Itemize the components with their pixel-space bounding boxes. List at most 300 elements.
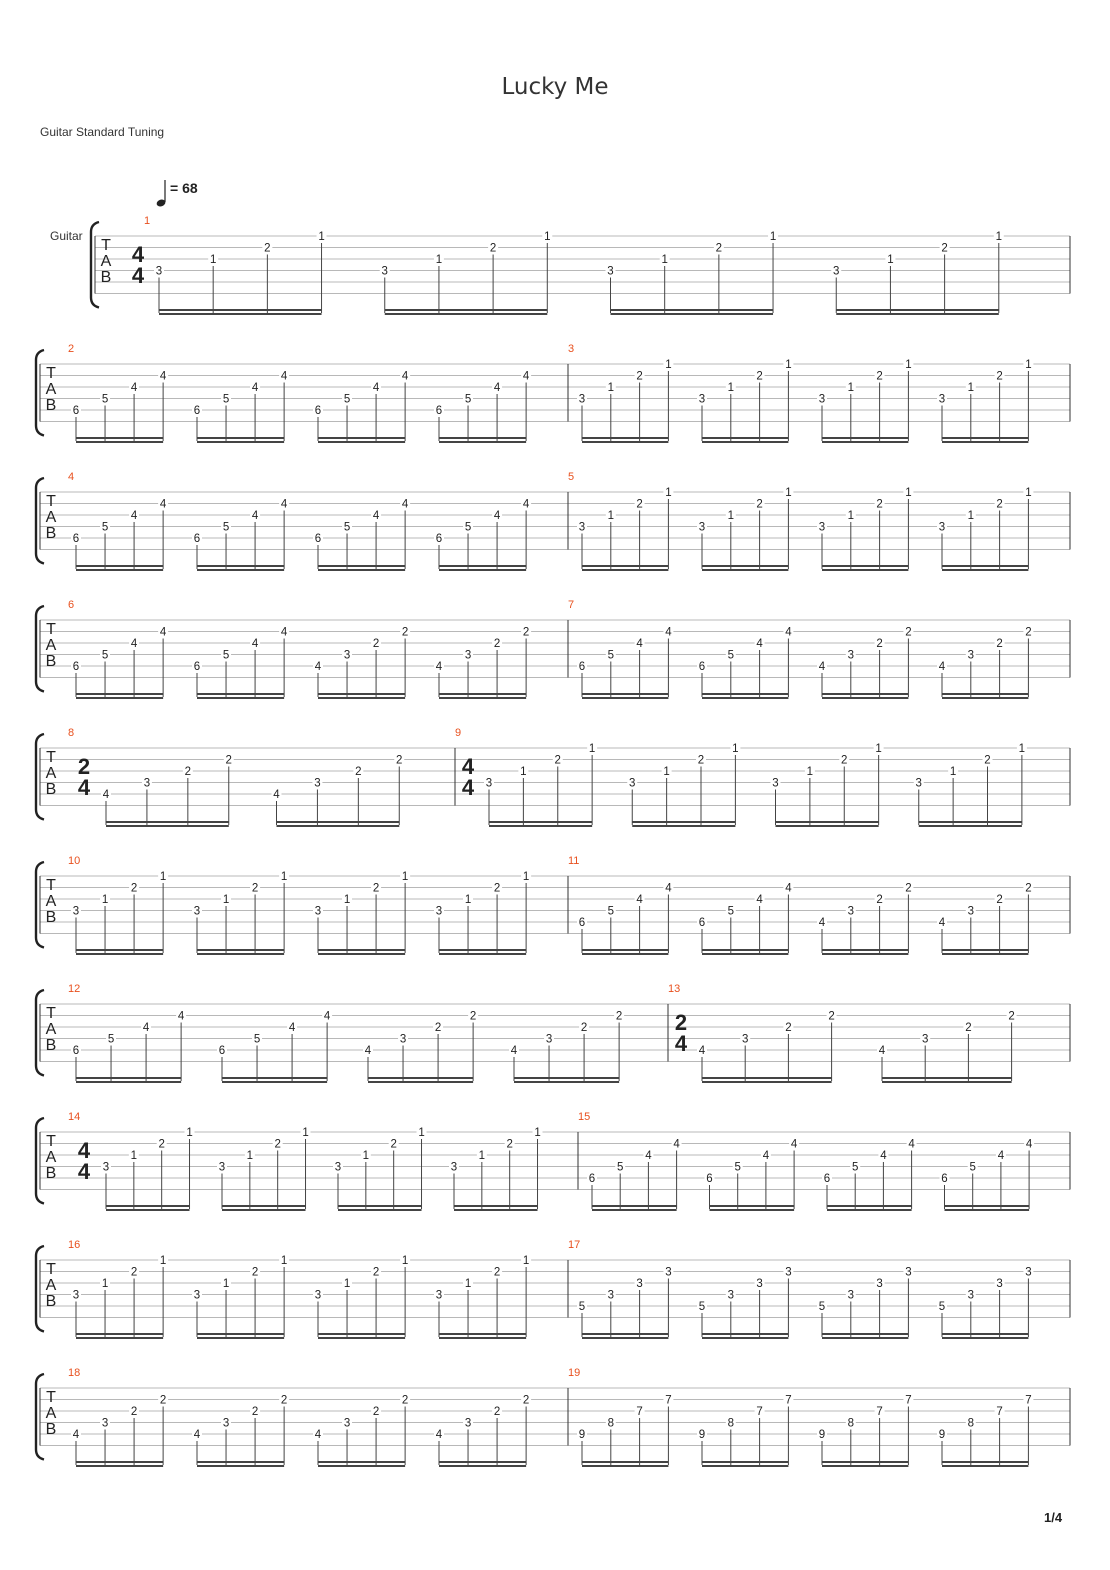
fret-number: 1 xyxy=(1025,359,1032,371)
beam xyxy=(822,569,908,571)
fret-number: 1 xyxy=(1025,487,1032,499)
page-number: 1/4 xyxy=(1044,1510,1063,1525)
fret-number: 4 xyxy=(645,1150,652,1162)
fret-number: 2 xyxy=(372,882,380,895)
fret-number: 2 xyxy=(372,1266,380,1279)
measure-number: 8 xyxy=(68,727,75,739)
tab-clef-letter: A xyxy=(45,637,57,654)
beam xyxy=(702,1333,788,1335)
fret-number: 3 xyxy=(607,1289,615,1302)
fret-number: 2 xyxy=(159,1394,167,1407)
beam xyxy=(702,693,788,695)
fret-number: 2 xyxy=(905,882,912,895)
fret-number: 1 xyxy=(280,1255,288,1267)
beam xyxy=(702,953,788,955)
beam xyxy=(582,949,668,951)
fret-number: 1 xyxy=(302,1127,309,1139)
fret-number: 4 xyxy=(102,789,110,801)
fret-number: 1 xyxy=(847,510,855,522)
fret-number: 1 xyxy=(949,766,957,778)
fret-number: 2 xyxy=(355,766,362,778)
beam xyxy=(611,313,774,315)
fret-number: 4 xyxy=(908,1138,915,1151)
tab-clef-letter: T xyxy=(46,1389,56,1406)
fret-number: 4 xyxy=(698,1045,706,1057)
beam xyxy=(582,441,668,443)
tempo-value: = 68 xyxy=(170,180,198,196)
time-signature-bottom: 4 xyxy=(674,1031,688,1056)
beam xyxy=(197,949,284,951)
measure-number: 7 xyxy=(568,599,575,611)
fret-number: 1 xyxy=(343,894,351,906)
measure-number: 2 xyxy=(68,343,75,355)
beam xyxy=(942,949,1028,951)
fret-number: 6 xyxy=(823,1173,831,1185)
fret-number: 4 xyxy=(372,382,380,394)
beam xyxy=(702,1337,788,1339)
beam xyxy=(318,693,405,695)
fret-number: 2 xyxy=(1025,882,1032,895)
fret-number: 2 xyxy=(715,242,723,255)
beam xyxy=(197,437,284,439)
beam xyxy=(338,1205,422,1207)
fret-number: 1 xyxy=(435,254,443,266)
fret-number: 3 xyxy=(578,521,586,534)
beam xyxy=(76,569,163,571)
fret-number: 2 xyxy=(996,370,1003,383)
fret-number: 6 xyxy=(706,1173,713,1185)
fret-number: 4 xyxy=(159,370,167,383)
tab-clef-letter: A xyxy=(45,381,57,398)
fret-number: 4 xyxy=(251,638,259,650)
fret-number: 1 xyxy=(418,1127,425,1139)
fret-number: 5 xyxy=(222,393,230,406)
tab-clef-letter: B xyxy=(45,1293,57,1310)
tab-clef-letter: A xyxy=(45,1021,57,1038)
tab-clef-letter: B xyxy=(45,1037,57,1054)
fret-number: 3 xyxy=(785,1266,792,1279)
fret-number: 3 xyxy=(72,905,80,918)
fret-number: 1 xyxy=(478,1150,486,1162)
fret-number: 1 xyxy=(159,1255,167,1267)
fret-number: 2 xyxy=(984,754,991,767)
measure-number: 16 xyxy=(68,1239,81,1251)
fret-number: 2 xyxy=(876,894,883,906)
tab-clef-letter: B xyxy=(45,653,57,670)
fret-number: 6 xyxy=(314,533,322,545)
fret-number: 7 xyxy=(996,1406,1003,1418)
beam xyxy=(385,313,548,315)
beam xyxy=(822,565,908,567)
fret-number: 1 xyxy=(343,1278,351,1290)
fret-number: 2 xyxy=(493,638,501,650)
beam xyxy=(702,697,788,699)
beam xyxy=(76,437,163,439)
beam xyxy=(197,697,284,699)
tab-clef-letter: B xyxy=(45,397,57,414)
tab-clef-letter: B xyxy=(45,1165,57,1182)
fret-number: 4 xyxy=(130,382,138,394)
time-signature-bottom: 4 xyxy=(131,263,145,288)
tab-clef-letter: A xyxy=(45,893,57,910)
fret-number: 2 xyxy=(401,626,409,639)
fret-number: 3 xyxy=(938,393,946,406)
fret-number: 4 xyxy=(435,1429,443,1441)
fret-number: 1 xyxy=(246,1150,254,1162)
fret-number: 2 xyxy=(130,882,138,895)
fret-number: 3 xyxy=(193,1289,201,1302)
fret-number: 3 xyxy=(343,649,351,662)
fret-number: 6 xyxy=(72,533,80,545)
beam xyxy=(514,1081,619,1083)
beam xyxy=(942,697,1028,699)
fret-number: 1 xyxy=(995,231,1002,243)
fret-number: 4 xyxy=(785,882,792,895)
tuning-label: Guitar Standard Tuning xyxy=(40,125,165,139)
fret-number: 4 xyxy=(130,638,138,650)
fret-number: 4 xyxy=(665,882,672,895)
fret-number: 1 xyxy=(806,766,814,778)
fret-number: 4 xyxy=(510,1045,518,1057)
beam xyxy=(489,825,592,827)
fret-number: 4 xyxy=(251,510,259,522)
fret-number: 3 xyxy=(545,1033,553,1046)
fret-number: 5 xyxy=(727,649,735,662)
fret-number: 1 xyxy=(905,359,912,371)
fret-number: 5 xyxy=(101,649,109,662)
beam xyxy=(76,1333,163,1335)
fret-number: 2 xyxy=(756,498,763,511)
fret-number: 4 xyxy=(493,382,501,394)
fret-number: 2 xyxy=(996,894,1003,906)
beam xyxy=(942,953,1028,955)
measure-number: 1 xyxy=(144,215,151,227)
tab-system xyxy=(36,1111,1070,1211)
beam xyxy=(822,1461,908,1463)
tab-system xyxy=(36,343,1070,443)
fret-number: 3 xyxy=(698,393,706,406)
time-signature-bottom: 4 xyxy=(77,775,91,800)
beam xyxy=(197,1337,284,1339)
fret-number: 4 xyxy=(159,498,167,511)
fret-number: 5 xyxy=(464,393,472,406)
fret-number: 4 xyxy=(142,1022,150,1034)
beam xyxy=(159,313,322,315)
beam xyxy=(439,1337,526,1339)
song-title: Lucky Me xyxy=(501,74,609,100)
tab-clef-letter: A xyxy=(45,1149,57,1166)
fret-number: 3 xyxy=(334,1161,342,1174)
time-signature-top: 2 xyxy=(77,754,91,779)
beam xyxy=(919,825,1022,827)
fret-number: 1 xyxy=(663,766,670,778)
fret-number: 3 xyxy=(399,1033,407,1046)
fret-number: 2 xyxy=(876,638,883,650)
fret-number: 3 xyxy=(314,777,321,790)
beam xyxy=(338,1209,422,1211)
fret-number: 6 xyxy=(193,661,201,673)
beam xyxy=(945,1205,1030,1207)
fret-number: 2 xyxy=(158,1138,165,1151)
fret-number: 5 xyxy=(101,393,109,406)
beam xyxy=(582,1461,668,1463)
fret-number: 2 xyxy=(941,242,948,255)
beam xyxy=(942,569,1028,571)
fret-number: 2 xyxy=(756,370,763,383)
tab-clef-letter: A xyxy=(100,253,112,270)
tab-clef-letter: T xyxy=(46,749,56,766)
fret-number: 3 xyxy=(222,1417,230,1430)
fret-number: 3 xyxy=(1025,1266,1032,1279)
tab-clef-letter: B xyxy=(45,781,57,798)
beam xyxy=(836,313,999,315)
fret-number: 3 xyxy=(756,1278,763,1290)
fret-number: 1 xyxy=(785,487,792,499)
beam xyxy=(710,1209,795,1211)
beam xyxy=(318,697,405,699)
fret-number: 1 xyxy=(209,254,217,266)
beam xyxy=(76,441,163,443)
fret-number: 3 xyxy=(450,1161,458,1174)
beam xyxy=(439,953,526,955)
fret-number: 3 xyxy=(314,905,322,918)
fret-number: 6 xyxy=(72,661,80,673)
beam xyxy=(582,1465,668,1467)
fret-number: 2 xyxy=(401,1394,409,1407)
fret-number: 2 xyxy=(996,498,1003,511)
fret-number: 1 xyxy=(280,871,288,883)
fret-number: 1 xyxy=(101,1278,109,1290)
fret-number: 2 xyxy=(697,754,705,767)
fret-number: 3 xyxy=(967,649,975,662)
fret-number: 1 xyxy=(665,359,672,371)
fret-number: 2 xyxy=(493,882,501,895)
fret-number: 3 xyxy=(915,777,922,790)
fret-number: 7 xyxy=(665,1394,672,1407)
fret-number: 3 xyxy=(314,1289,322,1302)
fret-number: 2 xyxy=(522,626,530,639)
fret-number: 6 xyxy=(193,405,201,417)
fret-number: 4 xyxy=(762,1150,770,1162)
beam xyxy=(318,1461,405,1463)
fret-number: 5 xyxy=(343,393,351,406)
beam xyxy=(277,825,400,827)
fret-number: 4 xyxy=(756,894,763,906)
fret-number: 3 xyxy=(876,1278,883,1290)
beam xyxy=(439,437,526,439)
beam xyxy=(439,1465,526,1467)
beam xyxy=(368,1081,473,1083)
fret-number: 3 xyxy=(772,777,779,790)
fret-number: 2 xyxy=(396,754,403,767)
beam xyxy=(385,309,548,311)
fret-number: 3 xyxy=(818,521,826,534)
fret-number: 9 xyxy=(698,1429,706,1441)
fret-number: 5 xyxy=(851,1161,859,1174)
fret-number: 2 xyxy=(225,754,232,767)
beam xyxy=(582,697,668,699)
beam xyxy=(222,1209,306,1211)
fret-number: 1 xyxy=(401,871,409,883)
fret-number: 6 xyxy=(435,533,443,545)
fret-number: 1 xyxy=(1018,743,1026,755)
beam xyxy=(106,825,229,827)
fret-number: 6 xyxy=(578,661,586,673)
tab-clef-letter: A xyxy=(45,509,57,526)
fret-number: 2 xyxy=(785,1022,792,1034)
fret-number: 4 xyxy=(251,382,259,394)
fret-number: 4 xyxy=(493,510,501,522)
fret-number: 1 xyxy=(401,1255,409,1267)
beam xyxy=(632,821,735,823)
fret-number: 3 xyxy=(818,393,826,406)
fret-number: 1 xyxy=(967,382,975,394)
beam xyxy=(439,693,526,695)
fret-number: 9 xyxy=(578,1429,586,1441)
measure-number: 3 xyxy=(568,343,575,355)
fret-number: 1 xyxy=(661,254,668,266)
tempo-marking xyxy=(156,180,198,208)
fret-number: 4 xyxy=(130,510,138,522)
fret-number: 4 xyxy=(785,626,792,639)
fret-number: 3 xyxy=(938,521,946,534)
tab-system xyxy=(36,471,1070,571)
measure-number: 11 xyxy=(568,855,580,867)
beam xyxy=(197,569,284,571)
fret-number: 3 xyxy=(847,649,855,662)
beam xyxy=(439,569,526,571)
tab-system xyxy=(36,1367,1070,1467)
beam xyxy=(76,953,163,955)
beam xyxy=(439,697,526,699)
fret-number: 2 xyxy=(130,1406,138,1418)
fret-number: 1 xyxy=(522,871,530,883)
fret-number: 3 xyxy=(698,521,706,534)
beam xyxy=(76,693,163,695)
fret-number: 3 xyxy=(155,265,163,278)
fret-number: 1 xyxy=(186,1127,193,1139)
beam xyxy=(776,825,879,827)
fret-number: 9 xyxy=(818,1429,826,1441)
fret-number: 2 xyxy=(841,754,848,767)
beam xyxy=(822,949,908,951)
fret-number: 1 xyxy=(769,231,777,243)
fret-number: 6 xyxy=(314,405,322,417)
fret-number: 4 xyxy=(273,789,280,801)
fret-number: 5 xyxy=(607,649,615,662)
fret-number: 2 xyxy=(580,1022,588,1034)
beam xyxy=(76,1461,163,1463)
fret-number: 3 xyxy=(847,905,855,918)
fret-number: 2 xyxy=(274,1138,281,1151)
fret-number: 4 xyxy=(522,498,530,511)
beam xyxy=(702,1077,832,1079)
tab-system xyxy=(50,215,1070,315)
fret-number: 2 xyxy=(251,1406,259,1418)
fret-number: 5 xyxy=(107,1033,115,1046)
fret-number: 1 xyxy=(222,1278,230,1290)
fret-number: 1 xyxy=(887,254,894,266)
fret-number: 3 xyxy=(343,1417,351,1430)
beam xyxy=(710,1205,795,1207)
beam xyxy=(942,1333,1028,1335)
beam xyxy=(822,1333,908,1335)
fret-number: 1 xyxy=(544,231,551,243)
beam xyxy=(702,565,788,567)
fret-number: 4 xyxy=(177,1010,185,1023)
fret-number: 4 xyxy=(636,638,643,650)
fret-number: 2 xyxy=(489,242,497,255)
beam xyxy=(702,1465,788,1467)
beam xyxy=(942,565,1028,567)
beam xyxy=(822,437,908,439)
fret-number: 1 xyxy=(130,1150,138,1162)
fret-number: 4 xyxy=(435,661,443,673)
fret-number: 7 xyxy=(756,1406,763,1418)
fret-number: 5 xyxy=(938,1301,946,1313)
time-signature-bottom: 4 xyxy=(77,1159,91,1184)
fret-number: 5 xyxy=(698,1301,706,1313)
fret-number: 1 xyxy=(362,1150,370,1162)
measure-number: 10 xyxy=(68,855,81,867)
fret-number: 4 xyxy=(280,498,288,511)
beam xyxy=(582,569,668,571)
fret-number: 6 xyxy=(588,1173,596,1185)
beam xyxy=(945,1209,1030,1211)
time-signature-top: 2 xyxy=(674,1010,688,1035)
fret-number: 4 xyxy=(364,1045,372,1057)
beam xyxy=(439,1333,526,1335)
fret-number: 3 xyxy=(727,1289,735,1302)
fret-number: 2 xyxy=(506,1138,513,1151)
fret-number: 8 xyxy=(967,1417,975,1430)
beam xyxy=(76,1337,163,1339)
fret-number: 3 xyxy=(101,1417,109,1430)
tab-clef-letter: T xyxy=(46,365,56,382)
tab-clef-letter: T xyxy=(46,1261,56,1278)
tab-clef-letter: B xyxy=(100,269,112,286)
fret-number: 4 xyxy=(372,510,380,522)
beam xyxy=(76,565,163,567)
fret-number: 8 xyxy=(847,1417,855,1430)
fret-number: 1 xyxy=(727,510,735,522)
fret-number: 4 xyxy=(323,1010,331,1023)
time-signature-top: 4 xyxy=(461,754,475,779)
beam xyxy=(318,1333,405,1335)
beam xyxy=(822,1465,908,1467)
measure-number: 19 xyxy=(568,1367,581,1379)
beam xyxy=(822,953,908,955)
fret-number: 1 xyxy=(520,766,527,778)
fret-number: 2 xyxy=(636,370,643,383)
fret-number: 7 xyxy=(636,1406,643,1418)
beam xyxy=(582,1333,668,1335)
fret-number: 8 xyxy=(607,1417,615,1430)
fret-number: 4 xyxy=(193,1429,201,1441)
beam xyxy=(942,1461,1028,1463)
tab-system xyxy=(36,599,1070,699)
fret-number: 5 xyxy=(578,1301,586,1313)
beam xyxy=(592,1205,677,1207)
fret-number: 3 xyxy=(996,1278,1003,1290)
beam xyxy=(76,1465,163,1467)
fret-number: 7 xyxy=(905,1394,912,1407)
fret-number: 3 xyxy=(102,1161,110,1174)
beam xyxy=(318,1465,405,1467)
fret-number: 2 xyxy=(251,882,259,895)
fret-number: 4 xyxy=(401,498,409,511)
fret-number: 6 xyxy=(698,661,706,673)
